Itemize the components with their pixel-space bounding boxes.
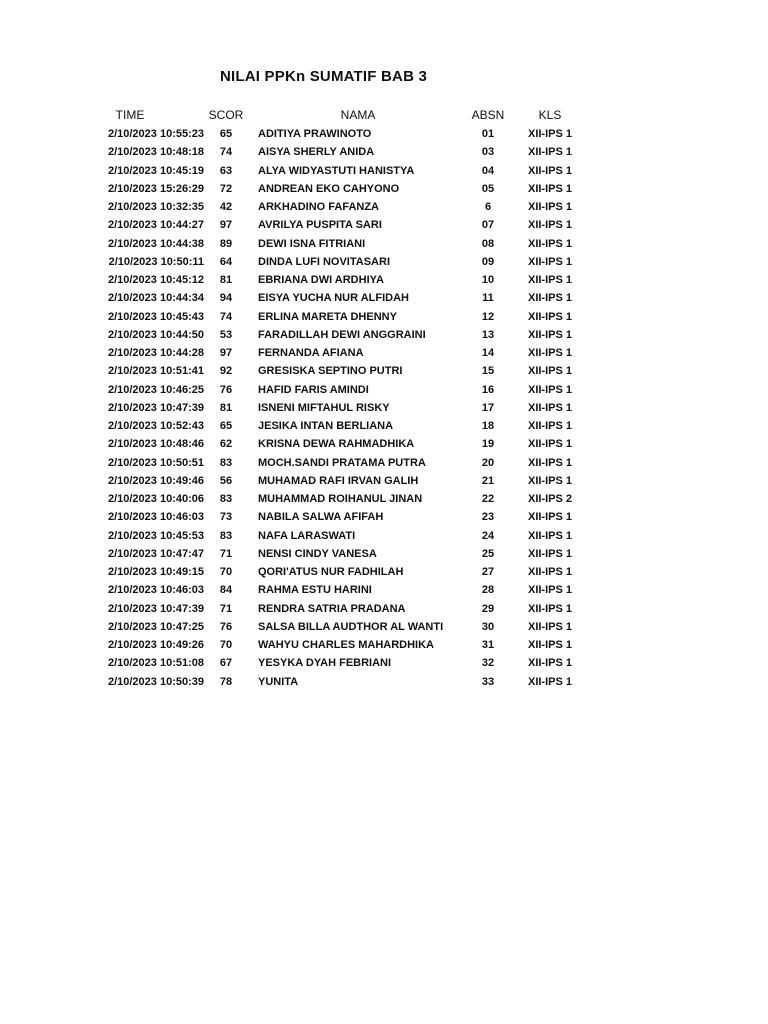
- cell-nama: RENDRA SATRIA PRADANA: [258, 602, 406, 615]
- cell-time: 2/10/2023 10:46:25: [107, 383, 204, 396]
- cell-scor: 94: [219, 292, 233, 305]
- cell-absn: 10: [481, 274, 495, 286]
- cell-absn: 30: [481, 620, 495, 633]
- cell-nama: EBRIANA DWI ARDHIYA: [258, 274, 384, 286]
- cell-nama: NAFA LARASWATI: [258, 529, 356, 542]
- cell-nama: WAHYU CHARLES MAHARDHIKA: [258, 639, 434, 651]
- cell-scor: 42: [219, 201, 233, 213]
- cell-time: 2/10/2023 10:44:27: [107, 219, 204, 232]
- cell-nama: ISNENI MIFTAHUL RISKY: [258, 401, 390, 414]
- table-row: [80, 326, 600, 344]
- cell-nama: ARKHADINO FAFANZA: [258, 201, 379, 213]
- cell-kls: XII-IPS 1: [527, 128, 573, 140]
- cell-nama: QORI'ATUS NUR FADHILAH: [258, 566, 404, 578]
- cell-nama: AISYA SHERLY ANIDA: [258, 146, 375, 159]
- cell-nama: NENSI CINDY VANESA: [258, 547, 377, 560]
- cell-absn: 20: [481, 456, 495, 469]
- cell-time: 2/10/2023 10:50:39: [107, 675, 204, 688]
- cell-kls: XII-IPS 1: [527, 657, 573, 670]
- cell-kls: XII-IPS 1: [527, 602, 573, 615]
- table-row: [80, 216, 600, 234]
- cell-scor: 64: [219, 255, 233, 268]
- cell-nama: ANDREAN EKO CAHYONO: [258, 182, 400, 195]
- cell-nama: HAFID FARIS AMINDI: [258, 383, 369, 396]
- cell-kls: XII-IPS 1: [527, 511, 573, 524]
- table-row: [80, 435, 600, 453]
- cell-scor: 83: [219, 456, 233, 469]
- cell-scor: 74: [219, 146, 233, 159]
- cell-absn: 18: [481, 420, 495, 432]
- cell-absn: 23: [481, 511, 495, 524]
- cell-kls: XII-IPS 1: [527, 474, 573, 487]
- cell-scor: 97: [219, 347, 233, 359]
- cell-absn: 09: [481, 255, 495, 268]
- cell-scor: 70: [219, 566, 233, 578]
- cell-kls: XII-IPS 1: [527, 383, 573, 396]
- cell-nama: KRISNA DEWA RAHMADHIKA: [258, 438, 415, 451]
- cell-kls: XII-IPS 1: [527, 401, 573, 414]
- cell-scor: 89: [219, 237, 233, 250]
- cell-time: 2/10/2023 15:26:29: [107, 182, 204, 195]
- cell-kls: XII-IPS 1: [527, 237, 573, 250]
- cell-scor: 83: [219, 529, 233, 542]
- cell-absn: 01: [481, 128, 495, 140]
- table-row: [80, 381, 600, 399]
- cell-kls: XII-IPS 1: [527, 675, 573, 688]
- table-row: [80, 180, 600, 198]
- table-row: [80, 636, 600, 654]
- cell-scor: 65: [219, 420, 233, 432]
- cell-absn: 33: [481, 675, 495, 688]
- cell-absn: 11: [482, 292, 494, 305]
- cell-kls: XII-IPS 1: [527, 566, 573, 578]
- cell-nama: ADITIYA PRAWINOTO: [258, 128, 372, 140]
- cell-scor: 74: [219, 310, 233, 323]
- cell-scor: 67: [219, 657, 233, 670]
- cell-kls: XII-IPS 1: [527, 146, 573, 159]
- cell-scor: 71: [219, 547, 233, 560]
- table-row: [80, 527, 600, 545]
- cell-kls: XII-IPS 1: [527, 529, 573, 542]
- cell-scor: 63: [219, 164, 233, 177]
- cell-time: 2/10/2023 10:45:43: [107, 310, 204, 323]
- cell-scor: 62: [219, 438, 233, 451]
- cell-scor: 73: [219, 511, 233, 524]
- table-header-row: [80, 106, 600, 125]
- cell-scor: 71: [219, 602, 233, 615]
- cell-time: 2/10/2023 10:45:53: [107, 529, 204, 542]
- cell-kls: XII-IPS 1: [527, 347, 573, 359]
- cell-absn: 6: [484, 201, 492, 213]
- cell-absn: 15: [481, 365, 495, 378]
- cell-kls: XII-IPS 1: [527, 310, 573, 323]
- cell-absn: 21: [481, 474, 495, 487]
- cell-kls: XII-IPS 1: [527, 201, 573, 213]
- table-row: [80, 563, 600, 581]
- table-row: [80, 399, 600, 417]
- cell-time: 2/10/2023 10:50:51: [107, 456, 204, 469]
- cell-absn: 25: [481, 547, 495, 560]
- table-row: [80, 271, 600, 289]
- cell-absn: 19: [481, 438, 495, 451]
- cell-time: 2/10/2023 10:45:19: [107, 164, 204, 177]
- cell-time: 2/10/2023 10:51:08: [107, 657, 204, 670]
- cell-kls: XII-IPS 1: [527, 182, 573, 195]
- cell-absn: 14: [481, 347, 495, 359]
- cell-scor: 56: [219, 474, 233, 487]
- cell-time: 2/10/2023 10:44:28: [107, 347, 204, 359]
- cell-nama: MUHAMAD RAFI IRVAN GALIH: [258, 474, 419, 487]
- table-row: [80, 472, 600, 490]
- table-row: [80, 600, 600, 618]
- cell-time: 2/10/2023 10:45:12: [107, 274, 204, 286]
- table-row: [80, 362, 600, 380]
- cell-nama: YESYKA DYAH FEBRIANI: [258, 657, 392, 670]
- table-row: [80, 125, 600, 143]
- cell-scor: 70: [219, 639, 233, 651]
- table-row: [80, 581, 600, 599]
- cell-scor: 97: [219, 219, 233, 232]
- cell-time: 2/10/2023 10:49:46: [107, 474, 204, 487]
- header-nama: NAMA: [340, 108, 376, 122]
- table-row: [80, 289, 600, 307]
- cell-absn: 05: [481, 182, 495, 195]
- cell-nama: RAHMA ESTU HARINI: [258, 584, 372, 597]
- cell-nama: NABILA SALWA AFIFAH: [258, 511, 384, 524]
- cell-time: 2/10/2023 10:47:47: [107, 547, 204, 560]
- header-absn: ABSN: [471, 108, 505, 122]
- cell-kls: XII-IPS 2: [527, 493, 573, 505]
- table-row: [80, 344, 600, 362]
- cell-scor: 76: [219, 620, 233, 633]
- cell-nama: FERNANDA AFIANA: [258, 347, 364, 359]
- cell-kls: XII-IPS 1: [527, 547, 573, 560]
- cell-time: 2/10/2023 10:47:39: [107, 602, 204, 615]
- page-title: NILAI PPKn SUMATIF BAB 3: [220, 68, 428, 85]
- cell-nama: EISYA YUCHA NUR ALFIDAH: [258, 292, 409, 305]
- cell-kls: XII-IPS 1: [527, 620, 573, 633]
- cell-absn: 08: [481, 237, 495, 250]
- cell-time: 2/10/2023 10:52:43: [107, 420, 204, 432]
- cell-time: 2/10/2023 10:40:06: [107, 493, 204, 505]
- table-row: [80, 198, 600, 216]
- header-time: TIME: [115, 108, 145, 122]
- cell-time: 2/10/2023 10:46:03: [107, 584, 204, 597]
- cell-nama: DINDA LUFI NOVITASARI: [258, 255, 390, 268]
- cell-nama: MUHAMMAD ROIHANUL JINAN: [258, 493, 423, 505]
- cell-time: 2/10/2023 10:49:15: [107, 566, 204, 578]
- cell-kls: XII-IPS 1: [527, 292, 573, 305]
- cell-scor: 53: [219, 328, 233, 341]
- table-row: [80, 235, 600, 253]
- cell-scor: 78: [219, 675, 233, 688]
- cell-kls: XII-IPS 1: [527, 456, 573, 469]
- cell-absn: 16: [481, 383, 495, 396]
- table-row: [80, 490, 600, 508]
- score-table: [80, 106, 600, 691]
- cell-kls: XII-IPS 1: [527, 420, 573, 432]
- cell-time: 2/10/2023 10:46:03: [107, 511, 204, 524]
- cell-scor: 76: [219, 383, 233, 396]
- cell-time: 2/10/2023 10:44:50: [107, 328, 204, 341]
- cell-time: 2/10/2023 10:49:26: [107, 639, 204, 651]
- cell-scor: 84: [219, 584, 233, 597]
- table-row: [80, 454, 600, 472]
- cell-nama: ALYA WIDYASTUTI HANISTYA: [258, 164, 415, 177]
- cell-kls: XII-IPS 1: [527, 164, 573, 177]
- cell-time: 2/10/2023 10:55:23: [107, 128, 204, 140]
- cell-nama: JESIKA INTAN BERLIANA: [258, 420, 394, 432]
- cell-absn: 22: [481, 493, 495, 505]
- cell-kls: XII-IPS 1: [527, 639, 573, 651]
- cell-kls: XII-IPS 1: [527, 219, 573, 232]
- cell-absn: 04: [481, 164, 495, 177]
- cell-time: 2/10/2023 10:50:11: [108, 255, 204, 268]
- table-row: [80, 308, 600, 326]
- cell-absn: 17: [481, 401, 495, 414]
- table-row: [80, 673, 600, 691]
- cell-kls: XII-IPS 1: [527, 438, 573, 451]
- cell-absn: 32: [481, 657, 495, 670]
- table-row: [80, 618, 600, 636]
- header-scor: SCOR: [208, 108, 244, 122]
- cell-absn: 27: [481, 566, 495, 578]
- cell-absn: 31: [481, 639, 495, 651]
- table-row: [80, 417, 600, 435]
- table-row: [80, 545, 600, 563]
- cell-nama: SALSA BILLA AUDTHOR AL WANTI: [258, 620, 444, 633]
- cell-absn: 03: [481, 146, 495, 159]
- cell-kls: XII-IPS 1: [527, 274, 573, 286]
- cell-time: 2/10/2023 10:47:39: [107, 401, 204, 414]
- cell-time: 2/10/2023 10:44:34: [107, 292, 204, 305]
- cell-nama: AVRILYA PUSPITA SARI: [258, 219, 382, 232]
- cell-nama: ERLINA MARETA DHENNY: [258, 310, 397, 323]
- header-kls: KLS: [538, 108, 562, 122]
- cell-absn: 13: [481, 328, 495, 341]
- cell-kls: XII-IPS 1: [527, 328, 573, 341]
- cell-nama: YUNITA: [258, 675, 299, 688]
- table-row: [80, 508, 600, 526]
- cell-nama: MOCH.SANDI PRATAMA PUTRA: [258, 456, 426, 469]
- cell-absn: 24: [481, 529, 495, 542]
- cell-time: 2/10/2023 10:47:25: [107, 620, 204, 633]
- cell-scor: 81: [219, 274, 233, 286]
- cell-scor: 81: [219, 401, 233, 414]
- cell-time: 2/10/2023 10:48:18: [107, 146, 204, 159]
- table-row: [80, 162, 600, 180]
- cell-absn: 12: [481, 310, 495, 323]
- cell-scor: 65: [219, 128, 233, 140]
- cell-time: 2/10/2023 10:51:41: [107, 365, 204, 378]
- cell-scor: 83: [219, 493, 233, 505]
- cell-time: 2/10/2023 10:44:38: [107, 237, 204, 250]
- cell-nama: FARADILLAH DEWI ANGGRAINI: [258, 328, 426, 341]
- cell-time: 2/10/2023 10:48:46: [107, 438, 204, 451]
- cell-absn: 29: [481, 602, 495, 615]
- cell-scor: 92: [219, 365, 233, 378]
- cell-kls: XII-IPS 1: [527, 365, 573, 378]
- cell-scor: 72: [219, 182, 233, 195]
- cell-time: 2/10/2023 10:32:35: [107, 201, 204, 213]
- table-row: [80, 143, 600, 161]
- table-row: [80, 654, 600, 672]
- cell-kls: XII-IPS 1: [527, 255, 573, 268]
- cell-absn: 28: [481, 584, 495, 597]
- cell-nama: GRESISKA SEPTINO PUTRI: [258, 365, 403, 378]
- cell-nama: DEWI ISNA FITRIANI: [258, 237, 366, 250]
- cell-kls: XII-IPS 1: [527, 584, 573, 597]
- table-row: [80, 253, 600, 271]
- cell-absn: 07: [481, 219, 495, 232]
